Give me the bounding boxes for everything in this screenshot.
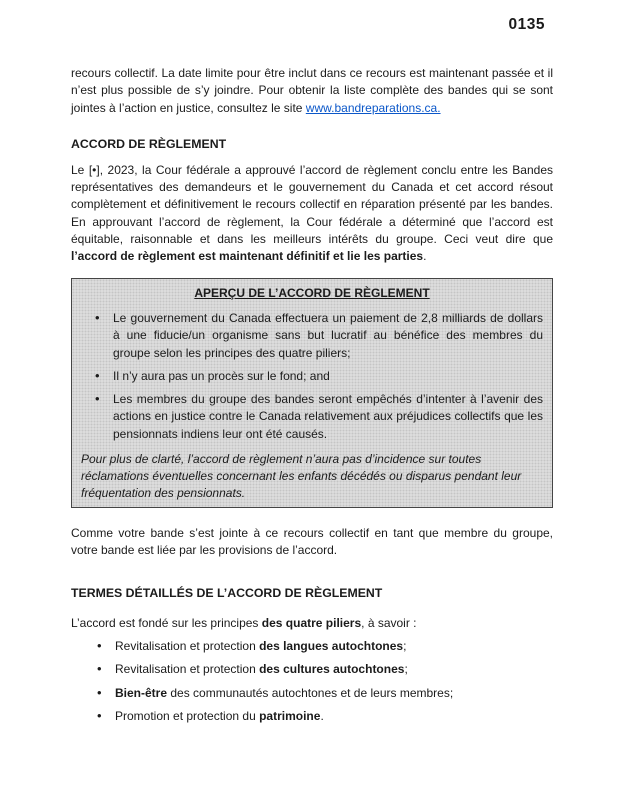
overview-bullet: • Il n’y aura pas un procès sur le fond; and [95, 368, 543, 385]
document-content [71, 0, 553, 725]
overview-box-title [81, 285, 543, 302]
terms-heading: TERMES DÉTAILLÉS DE L’ACCORD DE RÈGLEMENT [71, 585, 383, 600]
settlement-paragraph [71, 162, 553, 266]
pillar-text: Revitalisation et protection [115, 662, 260, 677]
overview-clarity-note: Pour plus de clarté, l’accord de règlement n’aura pas d’incidence sur toutes réclamations éventuelles concernant les enfants décédés ou disparus pendant leur fréquentation des pensionnats. [81, 452, 522, 501]
settlement-paragraph-bold: l’accord de règlement est maintenant définitif et lie les parties [71, 249, 424, 264]
pillar-tail: . [320, 708, 324, 723]
pillar-item [97, 708, 553, 725]
terms-intro-text: L’accord est fondé sur les principes [71, 615, 262, 630]
band-reparations-link[interactable]: www.bandreparations.ca. [305, 100, 441, 115]
pillar-bold: patrimoine [259, 708, 321, 723]
page-number: 0135 [508, 16, 545, 33]
pillar-text: Promotion et protection du [115, 708, 260, 723]
pillar-tail: ; [403, 638, 407, 653]
overview-box-title-text: APERÇU DE L’ACCORD DE RÈGLEMENT [194, 285, 430, 300]
pillar-item [97, 685, 553, 702]
terms-intro-bold: des quatre piliers [261, 615, 362, 630]
pillar-tail: des communautés autochtones et de leurs membres; [167, 685, 454, 700]
terms-intro [71, 615, 553, 632]
pillar-list [97, 638, 553, 725]
terms-intro-tail: , à savoir : [361, 615, 417, 630]
settlement-paragraph-text: Le [•], 2023, la Cour fédérale a approuvé l’accord de règlement conclu entre les Bandes représentatives des demandeurs et le gouvernement du Canada et cet accord résout complètement et définitivement le recours collectif en réparation présenté par les bandes. En approuvant l’accord de règlement, la Cour fédérale a déterminé que l’accord est équitable, raisonnable et dans les meilleurs intérêts du groupe. Ceci veut dire que [71, 162, 553, 247]
overview-box [71, 278, 553, 508]
pillar-text: Revitalisation et protection [115, 638, 260, 653]
pillar-bold: des langues autochtones [259, 638, 404, 653]
pillar-item [97, 661, 553, 678]
settlement-heading: ACCORD DE RÈGLEMENT [71, 136, 227, 151]
pillar-bold: des cultures autochtones [259, 662, 405, 677]
overview-bullet-list [95, 310, 543, 443]
pillar-bold: Bien-être [115, 685, 168, 700]
settlement-paragraph-tail: . [423, 249, 427, 264]
pillar-item [97, 638, 553, 655]
overview-bullet: • Le gouvernement du Canada effectuera un paiement de 2,8 milliards de dollars à une fiducie/un organisme sans but lucratif au bénéfice des membres du groupe selon les principes des quatre piliers; [95, 310, 543, 362]
intro-paragraph-text: recours collectif. La date limite pour être inclut dans ce recours est maintenant passée et il n’est plus possible de s’y joindre. Pour obtenir la liste complète des bandes qui se sont jointes à l’action en justice, consultez le site [71, 66, 553, 115]
overview-bullet: • Les membres du groupe des bandes seront empêchés d’intenter à l’avenir des actions en justice contre le Canada relativement aux préjudices collectifs que les pensionnats indiens leur ont été causés. [95, 391, 543, 443]
pillar-tail: ; [404, 662, 408, 677]
intro-paragraph [71, 65, 553, 117]
binding-paragraph: Comme votre bande s’est jointe à ce recours collectif en tant que membre du groupe, votre bande est liée par les provisions de l’accord. [71, 526, 553, 558]
